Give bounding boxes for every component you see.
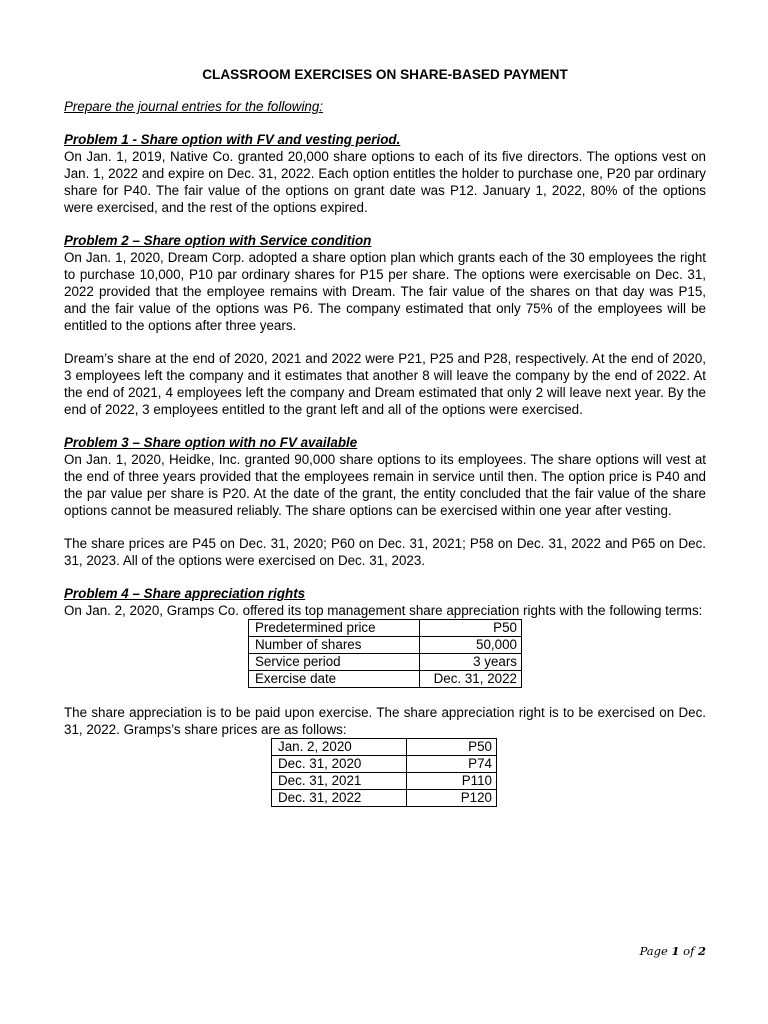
table-cell-value: 50,000 xyxy=(420,637,522,654)
table-cell-value: Dec. 31, 2022 xyxy=(420,671,522,688)
table-row xyxy=(249,671,522,688)
problem-3-paragraph-1: On Jan. 1, 2020, Heidke, Inc. granted 90,000 share options to its employees. The share options will vest at the end of three years provided that the employees remain in service until then. The option price is P40 and the par value per share is P20. At the date of the grant, the entity concluded that the fair value of the share options cannot be measured reliably. The share options can be exercised within one year after vesting. xyxy=(64,452,706,518)
table-row xyxy=(272,790,497,807)
problem-1-paragraph: On Jan. 1, 2019, Native Co. granted 20,000 share options to each of its five directors. The options vest on Jan. 1, 2022 and expire on Dec. 31, 2022. Each option entitles the holder to purchase one, P20 par ordinary share for P40. The fair value of the options on grant date was P12. January 1, 2022, 80% of the options were exercised, and the rest of the options expired. xyxy=(64,149,706,215)
table-cell-value: P50 xyxy=(420,620,522,637)
table-cell-price: P110 xyxy=(407,773,497,790)
problem-4-paragraph-1: On Jan. 2, 2020, Gramps Co. offered its top management share appreciation rights with the following terms: xyxy=(64,603,703,618)
table-cell-date: Jan. 2, 2020 xyxy=(272,739,407,756)
page-footer xyxy=(640,944,706,958)
problem-2 xyxy=(64,232,706,418)
document-page xyxy=(64,66,706,807)
share-prices-table xyxy=(271,738,497,807)
problem-4-paragraph-2: The share appreciation is to be paid upon exercise. The share appreciation right is to be exercised on Dec. 31, 2022. Gramps’s share prices are as follows: xyxy=(64,705,706,737)
total-pages: 2 xyxy=(697,944,706,958)
table-row xyxy=(272,773,497,790)
table-row xyxy=(272,756,497,773)
problem-1 xyxy=(64,131,706,216)
problem-2-paragraph-2: Dream’s share at the end of 2020, 2021 and 2022 were P21, P25 and P28, respectively. At the end of 2020, 3 employees left the company and it estimates that another 8 will leave the company by the end of 2022. At the end of 2021, 4 employees left the company and Dream estimated that only 2 will leave next year. By the end of 2022, 3 employees entitled to the grant left and all of the options were exercised. xyxy=(64,351,706,417)
table-row xyxy=(272,739,497,756)
problem-4 xyxy=(64,585,706,807)
table-cell-date: Dec. 31, 2020 xyxy=(272,756,407,773)
table-cell-label: Exercise date xyxy=(249,671,420,688)
table-cell-price: P120 xyxy=(407,790,497,807)
problem-3-paragraph-2: The share prices are P45 on Dec. 31, 2020; P60 on Dec. 31, 2021; P58 on Dec. 31, 2022 and P65 on Dec. 31, 2023. All of the options were exercised on Dec. 31, 2023. xyxy=(64,536,706,568)
problem-2-paragraph-1: On Jan. 1, 2020, Dream Corp. adopted a share option plan which grants each of the 30 employees the right to purchase 10,000, P10 par ordinary shares for P15 per share. The options were exercisable on Dec. 31, 2022 provided that the employee remains with Dream. The fair value of the shares on that day was P15, and the fair value of the options was P6. The company estimated that only 75% of the employees will be entitled to the options after three years. xyxy=(64,250,706,333)
problem-3-heading: Problem 3 – Share option with no FV available xyxy=(64,435,358,450)
page-number: 1 xyxy=(671,944,680,958)
problem-2-heading: Problem 2 – Share option with Service condition xyxy=(64,233,372,248)
table-cell-price: P74 xyxy=(407,756,497,773)
instruction-text: Prepare the journal entries for the following: xyxy=(64,99,324,114)
problem-1-heading: Problem 1 - Share option with FV and vesting period. xyxy=(64,132,401,147)
table-cell-label: Predetermined price xyxy=(249,620,420,637)
table-cell-label: Number of shares xyxy=(249,637,420,654)
table-cell-price: P50 xyxy=(407,739,497,756)
table-row xyxy=(249,654,522,671)
of-word: of xyxy=(683,944,695,958)
table-cell-date: Dec. 31, 2021 xyxy=(272,773,407,790)
problem-3 xyxy=(64,434,706,569)
problem-4-heading: Problem 4 – Share appreciation rights xyxy=(64,586,306,601)
table-row xyxy=(249,637,522,654)
page-title: CLASSROOM EXERCISES ON SHARE-BASED PAYMENT xyxy=(202,67,568,82)
table-row xyxy=(249,620,522,637)
table-cell-label: Service period xyxy=(249,654,420,671)
sar-terms-table xyxy=(248,619,522,688)
table-cell-date: Dec. 31, 2022 xyxy=(272,790,407,807)
page-word: Page xyxy=(639,944,668,958)
table-cell-value: 3 years xyxy=(420,654,522,671)
